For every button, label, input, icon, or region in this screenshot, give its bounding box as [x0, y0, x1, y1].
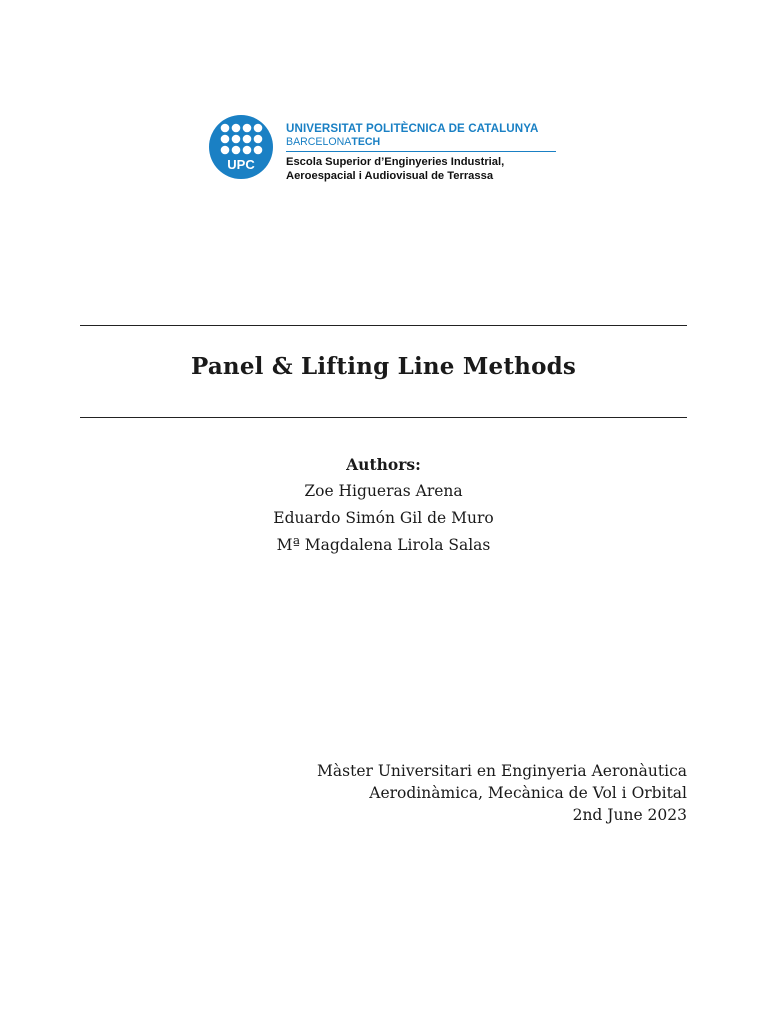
course-name: Aerodinàmica, Mecànica de Vol i Orbital — [369, 784, 687, 802]
author-name: Eduardo Simón Gil de Muro — [273, 509, 494, 527]
author-name: Mª Magdalena Lirola Salas — [276, 536, 491, 554]
school-name-line-1: Escola Superior d’Enginyeries Industrial, — [286, 156, 505, 168]
university-subtitle — [286, 136, 576, 149]
document-title: Panel & Lifting Line Methods — [190, 353, 577, 380]
emblem-text: UPC — [227, 157, 255, 172]
university-name: UNIVERSITAT POLITÈCNICA DE CATALUNYA — [286, 122, 539, 135]
authors-block — [80, 451, 687, 559]
program-info — [200, 760, 687, 826]
subtitle-plain: BARCELONA — [286, 136, 352, 148]
university-logo — [209, 114, 569, 186]
logo-divider — [286, 151, 556, 152]
upc-emblem-icon — [209, 115, 273, 179]
logo-text — [286, 122, 576, 183]
title-rule-top — [80, 325, 687, 326]
authors-heading: Authors: — [346, 455, 421, 474]
submission-date: 2nd June 2023 — [572, 806, 687, 824]
school-name-line-2: Aeroespacial i Audiovisual de Terrassa — [286, 169, 494, 182]
author-name: Zoe Higueras Arena — [304, 482, 463, 500]
title-rule-bottom — [80, 417, 687, 418]
program-name: Màster Universitari en Enginyeria Aeronàutica — [317, 762, 687, 780]
subtitle-bold: TECH — [351, 136, 381, 148]
